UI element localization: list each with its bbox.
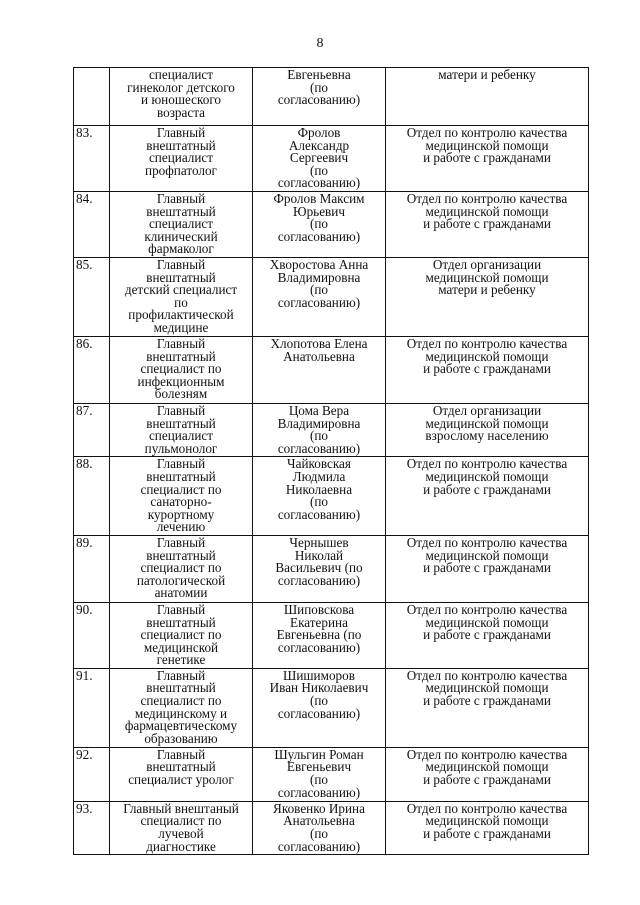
- name-cell: [253, 68, 386, 126]
- table-row: [74, 457, 589, 536]
- position-line: профпатолог: [145, 162, 217, 178]
- department-cell: [386, 535, 589, 602]
- table-row: [74, 747, 589, 801]
- department-line: медицинской помощи: [425, 468, 549, 484]
- name-line: согласованию): [277, 506, 361, 522]
- table-body: [74, 68, 589, 855]
- department-line: Отдел по контролю качества: [406, 747, 568, 762]
- position-cell: [110, 602, 253, 668]
- name-line: (по: [309, 282, 329, 298]
- position-cell: [110, 403, 253, 456]
- position-line: Главный: [156, 747, 206, 762]
- department-line: медицинской помощи: [425, 813, 549, 829]
- department-line: и работе с гражданами: [423, 826, 551, 842]
- name-line: Екатерина: [290, 614, 348, 630]
- table-row: [74, 126, 589, 192]
- department-cell: [386, 257, 589, 336]
- position-line: инфекционным: [137, 373, 225, 389]
- position-line: Главный: [156, 125, 206, 140]
- department-line: Отдел по контролю качества: [406, 456, 568, 472]
- name-line: Чернышев: [289, 535, 349, 550]
- position-line: медицинской: [143, 639, 219, 655]
- position-line: гинеколог детского: [127, 79, 235, 95]
- position-line: Главный: [156, 191, 206, 206]
- position-cell: [110, 801, 253, 854]
- name-line: (по: [309, 428, 329, 444]
- position-line: курортному: [147, 506, 215, 522]
- department-line: медицинской помощи: [425, 415, 549, 431]
- name-line: согласованию): [277, 838, 361, 854]
- table-row: [74, 668, 589, 747]
- department-line: Отдел по контролю качества: [406, 535, 568, 550]
- department-line: матери и ребенку: [438, 282, 536, 298]
- department-line: Отдел по контролю качества: [406, 602, 568, 617]
- position-line: специалист по: [140, 361, 222, 377]
- table-row: [74, 403, 589, 456]
- table-row: [74, 336, 589, 403]
- position-line: специалист по: [140, 813, 222, 829]
- specialists-table: [73, 67, 589, 855]
- position-line: образованию: [144, 730, 218, 746]
- department-line: Отдел по контролю качества: [406, 191, 568, 206]
- position-line: анатомии: [154, 585, 208, 601]
- department-cell: [386, 126, 589, 192]
- position-line: генетике: [156, 652, 206, 668]
- department-line: медицинской помощи: [425, 759, 549, 775]
- position-line: диагностике: [146, 838, 216, 854]
- name-line: Шишиморов: [283, 668, 355, 683]
- name-line: Яковенко Ирина: [273, 801, 365, 816]
- position-line: внештатный: [146, 614, 216, 630]
- name-line: (по: [309, 693, 329, 709]
- row-number: 91.: [74, 668, 110, 747]
- name-line: согласованию): [277, 228, 361, 244]
- department-line: Отдел организации: [432, 403, 542, 418]
- page-number: 8: [316, 36, 324, 51]
- position-line: Главный: [156, 668, 206, 683]
- name-line: Васильевич (по: [275, 560, 363, 576]
- department-line: медицинской помощи: [425, 137, 549, 153]
- department-line: и работе с гражданами: [423, 627, 551, 643]
- position-line: лечению: [156, 519, 206, 535]
- department-cell: [386, 457, 589, 536]
- position-line: специалист уролог: [128, 772, 234, 788]
- table-row: [74, 257, 589, 336]
- name-line: согласованию): [277, 784, 361, 800]
- department-line: Отдел по контролю качества: [406, 125, 568, 140]
- department-line: и работе с гражданами: [423, 560, 551, 576]
- department-line: и работе с гражданами: [423, 693, 551, 709]
- position-cell: [110, 457, 253, 536]
- position-line: специалист: [148, 428, 214, 444]
- position-line: Главный: [156, 336, 206, 351]
- position-cell: [110, 668, 253, 747]
- position-line: внештатный: [146, 547, 216, 563]
- department-line: Отдел по контролю качества: [406, 336, 568, 351]
- position-cell: [110, 257, 253, 336]
- position-line: детский специалист: [124, 282, 238, 298]
- name-line: согласованию): [277, 92, 361, 108]
- department-line: медицинской помощи: [425, 269, 549, 285]
- position-line: по: [174, 294, 188, 310]
- name-line: Хлопотова Елена: [270, 336, 368, 351]
- name-cell: [253, 602, 386, 668]
- department-line: взрослому населению: [425, 428, 549, 444]
- row-number: 93.: [74, 801, 110, 854]
- position-line: Главный: [156, 257, 206, 272]
- name-line: согласованию): [277, 175, 361, 191]
- position-line: лучевой: [158, 826, 204, 842]
- department-line: медицинской помощи: [425, 680, 549, 696]
- department-line: Отдел по контролю качества: [406, 801, 568, 816]
- table-row: [74, 535, 589, 602]
- table-row: [74, 68, 589, 126]
- department-line: и работе с гражданами: [423, 150, 551, 166]
- position-line: специалист по: [140, 627, 222, 643]
- position-cell: [110, 535, 253, 602]
- position-line: внештатный: [146, 348, 216, 364]
- row-number: 89.: [74, 535, 110, 602]
- name-line: (по: [309, 772, 329, 788]
- name-line: Владимировна: [277, 415, 361, 431]
- name-line: согласованию): [277, 639, 361, 655]
- name-line: Владимировна: [277, 269, 361, 285]
- row-number: 92.: [74, 747, 110, 801]
- position-line: специалист по: [140, 481, 222, 497]
- name-line: Шульгин Роман: [274, 747, 364, 762]
- name-line: Николай: [294, 547, 344, 563]
- position-line: клинический: [144, 228, 218, 244]
- position-line: Главный: [156, 456, 206, 472]
- position-cell: [110, 191, 253, 257]
- position-line: внештатный: [146, 415, 216, 431]
- name-cell: [253, 747, 386, 801]
- department-line: медицинской помощи: [425, 348, 549, 364]
- position-line: специалист: [148, 67, 214, 82]
- department-cell: [386, 68, 589, 126]
- name-line: Хворостова Анна: [269, 257, 369, 272]
- position-line: специалист по: [140, 560, 222, 576]
- row-number: 88.: [74, 457, 110, 536]
- position-line: Главный внештаный: [123, 801, 239, 816]
- name-line: Николаевна: [285, 481, 353, 497]
- name-line: (по: [309, 79, 329, 95]
- position-line: Главный: [156, 535, 206, 550]
- position-line: специалист по: [140, 693, 222, 709]
- position-cell: [110, 126, 253, 192]
- position-line: внештатный: [146, 759, 216, 775]
- department-line: медицинской помощи: [425, 614, 549, 630]
- row-number: 87.: [74, 403, 110, 456]
- name-line: Людмила: [292, 468, 346, 484]
- name-line: (по: [309, 162, 329, 178]
- position-line: пульмонолог: [144, 440, 218, 456]
- name-cell: [253, 457, 386, 536]
- department-cell: [386, 747, 589, 801]
- department-cell: [386, 403, 589, 456]
- department-line: и работе с гражданами: [423, 772, 551, 788]
- department-line: и работе с гражданами: [423, 216, 551, 232]
- table-row: [74, 801, 589, 854]
- name-line: (по: [309, 826, 329, 842]
- table-row: [74, 191, 589, 257]
- row-number: 84.: [74, 191, 110, 257]
- name-line: Анатольевна: [283, 813, 355, 829]
- name-line: Шиповскова: [283, 602, 355, 617]
- name-cell: [253, 257, 386, 336]
- name-line: Иван Николаевич: [269, 680, 369, 696]
- department-line: и работе с гражданами: [423, 361, 551, 377]
- name-line: согласованию): [277, 705, 361, 721]
- position-line: Главный: [156, 403, 206, 418]
- department-cell: [386, 336, 589, 403]
- table-row: [74, 602, 589, 668]
- department-line: Отдел организации: [432, 257, 542, 272]
- position-line: специалист: [148, 216, 214, 232]
- name-cell: [253, 535, 386, 602]
- name-line: Анатольевна: [283, 348, 355, 364]
- position-line: внештатный: [146, 680, 216, 696]
- position-line: фармацевтическому: [124, 718, 238, 734]
- name-line: Юрьевич: [293, 203, 345, 219]
- row-number: 86.: [74, 336, 110, 403]
- name-line: Евгеньевич: [286, 759, 352, 775]
- position-cell: [110, 68, 253, 126]
- position-line: санаторно-: [150, 494, 212, 510]
- department-line: и работе с гражданами: [423, 481, 551, 497]
- name-line: согласованию): [277, 294, 361, 310]
- name-cell: [253, 126, 386, 192]
- department-cell: [386, 801, 589, 854]
- position-line: внештатный: [146, 203, 216, 219]
- name-line: Фролов Максим: [273, 191, 365, 206]
- position-line: специалист: [148, 150, 214, 166]
- department-cell: [386, 668, 589, 747]
- name-line: Цома Вера: [288, 403, 350, 418]
- name-line: (по: [309, 494, 329, 510]
- department-line: медицинской помощи: [425, 547, 549, 563]
- position-line: медицинскому и: [134, 705, 228, 721]
- position-cell: [110, 747, 253, 801]
- name-cell: [253, 403, 386, 456]
- department-cell: [386, 602, 589, 668]
- row-number: 83.: [74, 126, 110, 192]
- name-line: согласованию): [277, 572, 361, 588]
- position-line: профилактической: [128, 307, 234, 323]
- name-line: (по: [309, 216, 329, 232]
- row-number: 90.: [74, 602, 110, 668]
- position-cell: [110, 336, 253, 403]
- department-line: Отдел по контролю качества: [406, 668, 568, 683]
- name-line: Евгеньевна (по: [276, 627, 362, 643]
- name-line: Чайковская: [287, 456, 351, 472]
- position-line: болезням: [154, 386, 208, 402]
- name-cell: [253, 801, 386, 854]
- position-line: внештатный: [146, 137, 216, 153]
- department-line: медицинской помощи: [425, 203, 549, 219]
- name-cell: [253, 191, 386, 257]
- position-line: Главный: [156, 602, 206, 617]
- name-line: согласованию): [277, 440, 361, 456]
- name-cell: [253, 668, 386, 747]
- row-number: [74, 68, 110, 126]
- name-line: Сергеевич: [289, 150, 349, 166]
- name-line: Фролов: [297, 125, 341, 140]
- name-line: Александр: [288, 137, 350, 153]
- position-line: внештатный: [146, 269, 216, 285]
- row-number: 85.: [74, 257, 110, 336]
- position-line: медицине: [153, 319, 209, 335]
- position-line: и юношеского: [140, 92, 222, 108]
- department-cell: [386, 191, 589, 257]
- position-line: патологической: [136, 572, 226, 588]
- name-cell: [253, 336, 386, 403]
- department-line: матери и ребенку: [438, 67, 536, 82]
- position-line: внештатный: [146, 468, 216, 484]
- name-line: Евгеньевна: [287, 67, 351, 82]
- position-line: возраста: [156, 104, 206, 120]
- position-line: фармаколог: [148, 241, 214, 257]
